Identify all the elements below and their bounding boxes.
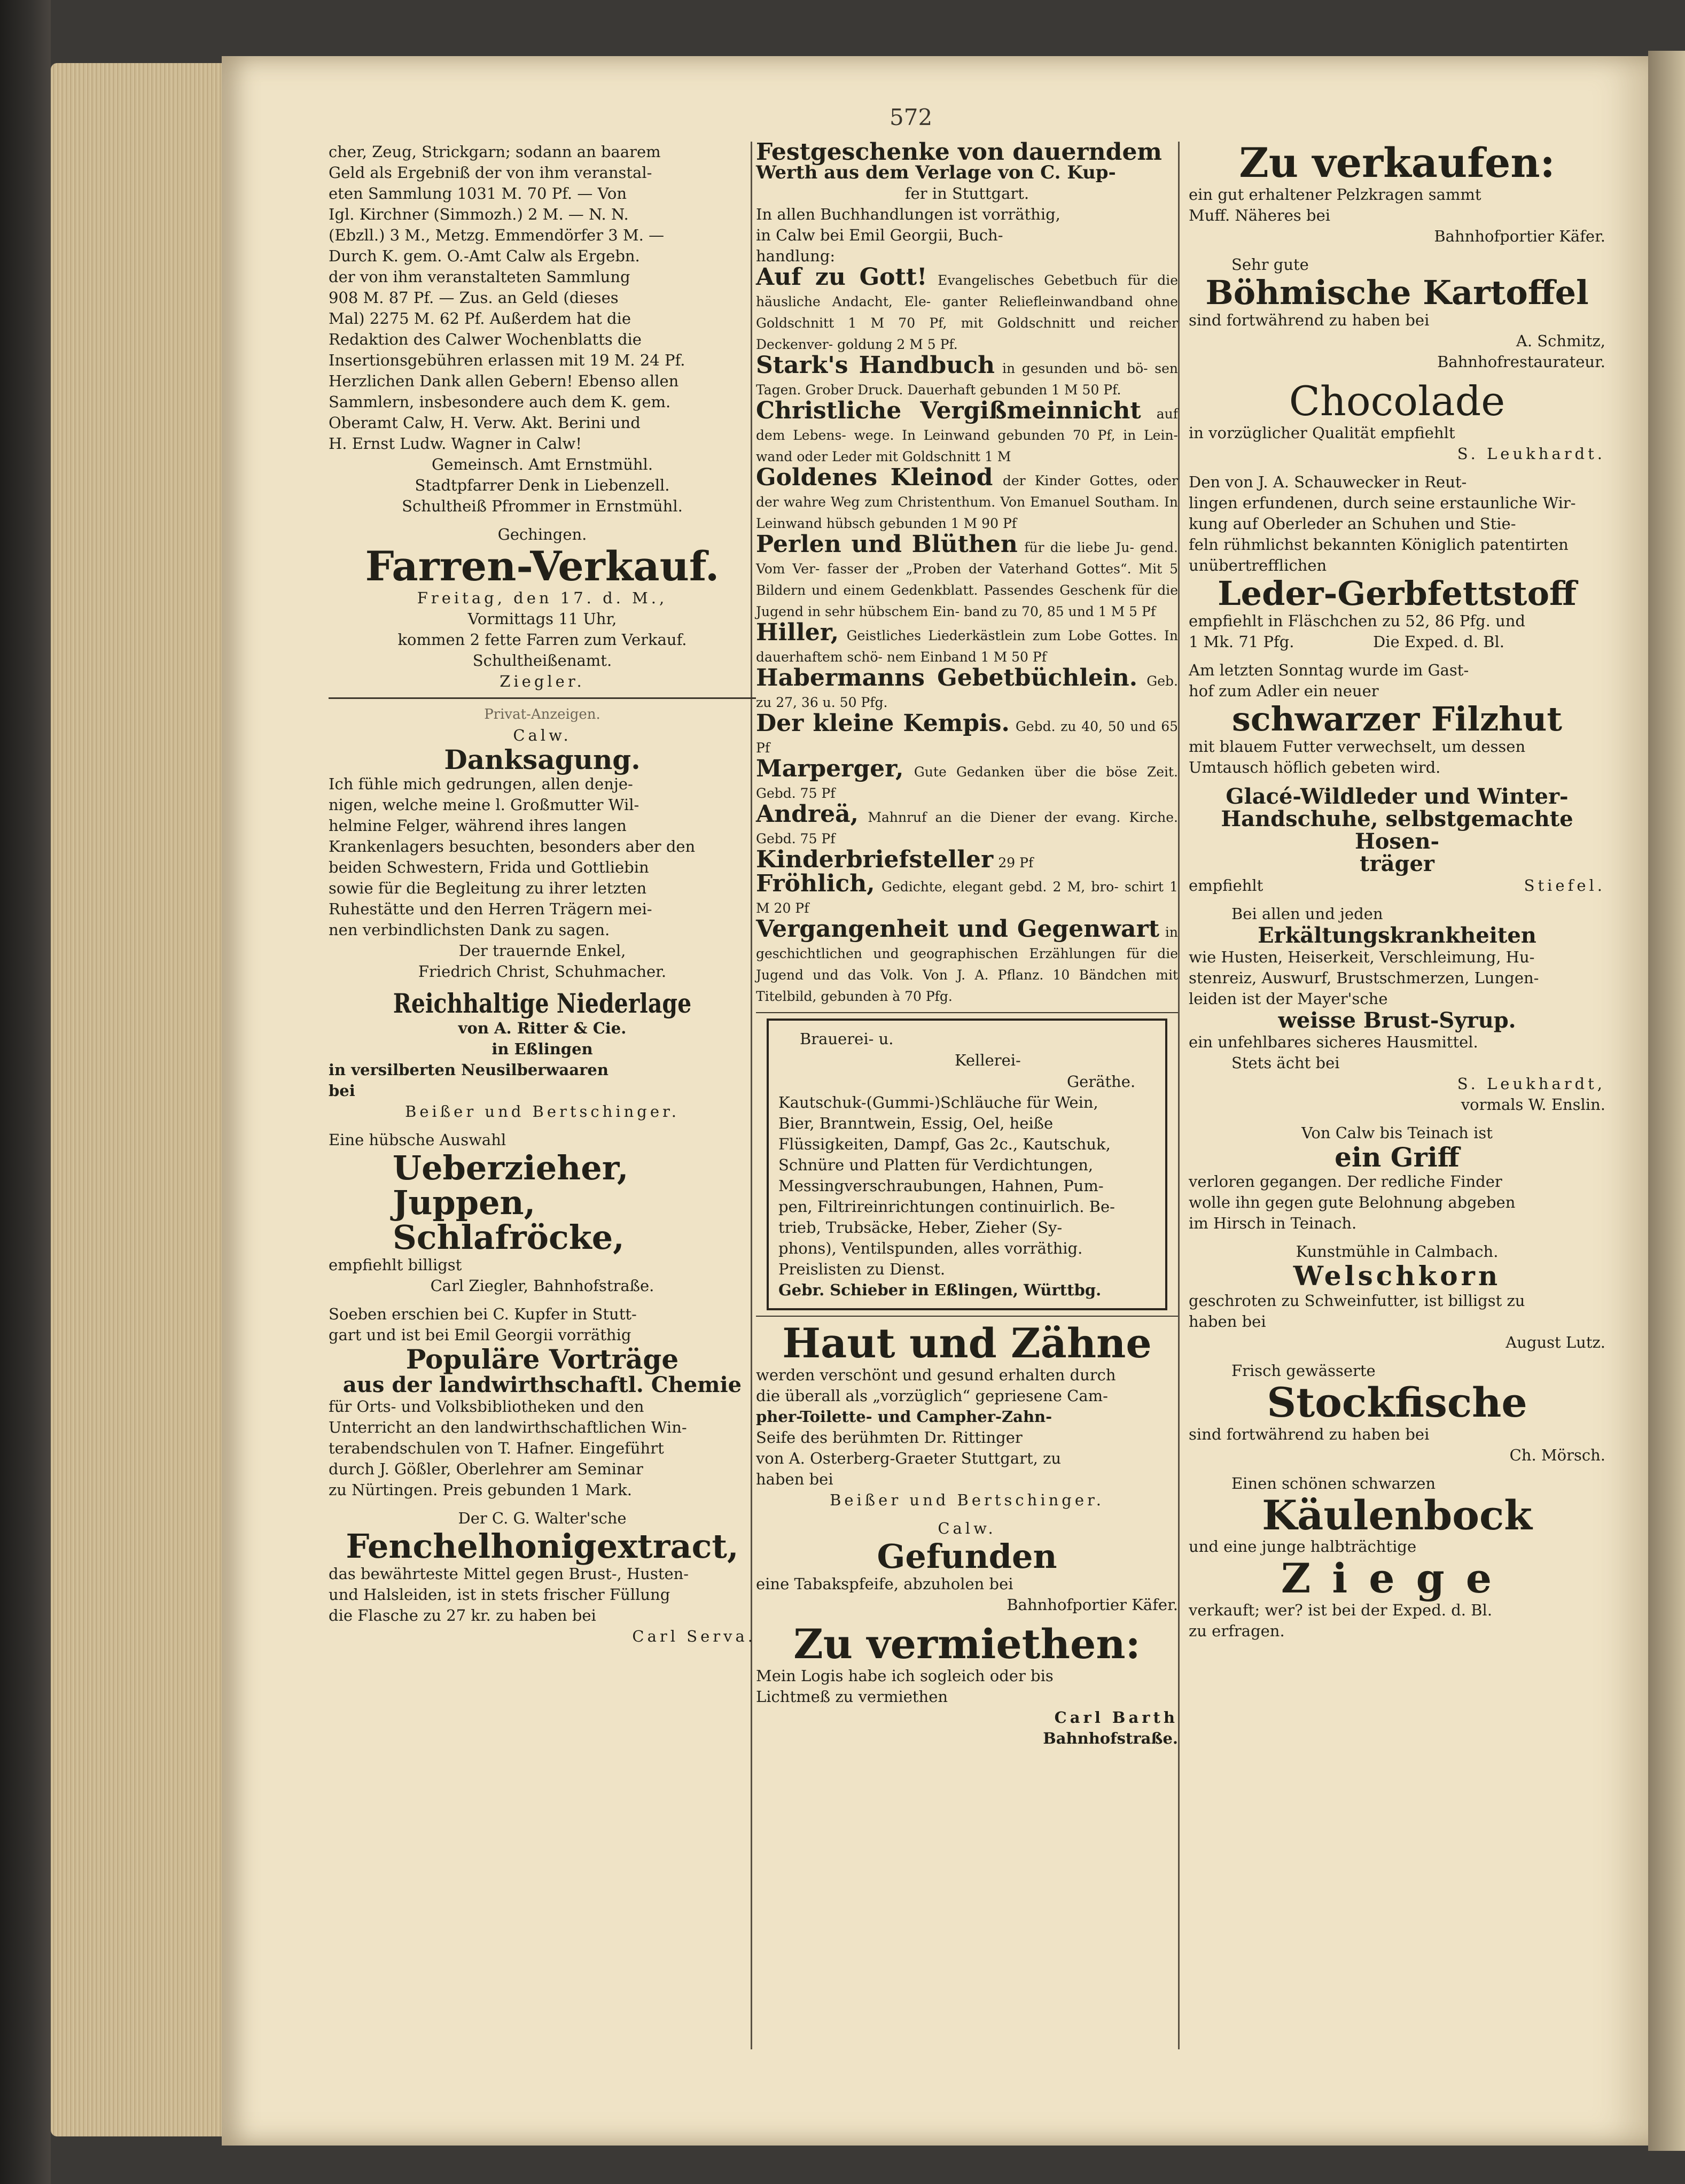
book-entry xyxy=(756,755,1179,804)
text-line: die Flasche zu 27 kr. zu haben bei xyxy=(329,1606,596,1625)
ad-title: träger xyxy=(1360,851,1434,876)
text-line xyxy=(1189,875,1605,896)
section-header: Privat-Anzeigen. xyxy=(484,706,600,722)
text-line: eine Tabakspfeife, abzuholen bei xyxy=(756,1574,1013,1593)
text-line: der von ihm veranstalteten Sammlung xyxy=(329,268,630,286)
ad-title: Gefunden xyxy=(877,1536,1057,1576)
book-title: Der kleine Kempis. xyxy=(756,710,1010,737)
text-line: Oberamt Calw, H. Verw. Akt. Berini und xyxy=(329,414,641,432)
text-line: Herzlichen Dank allen Gebern! Ebenso allen xyxy=(329,372,679,390)
text-line: hof zum Adler ein neuer xyxy=(1189,681,1379,700)
text-line: Messingverschraubungen, Hahnen, Pum- xyxy=(778,1177,1104,1195)
text-line: von A. Osterberg-Graeter Stuttgart, zu xyxy=(756,1449,1062,1467)
text-line: 1 Mk. 71 Pfg. Die Exped. d. Bl. xyxy=(1189,632,1504,651)
text-line: Eine hübsche Auswahl xyxy=(329,1130,506,1149)
next-page-edge xyxy=(1648,51,1685,2151)
signature: A. Schmitz, xyxy=(1516,331,1605,350)
book-title: Habermanns Gebetbüchlein. xyxy=(756,664,1138,691)
text-line: die überall als „vorzüglich“ gepriesene Cam- xyxy=(756,1386,1108,1405)
text-line: Sehr gute xyxy=(1231,255,1309,274)
ad-title: Zu vermiethen: xyxy=(793,1620,1141,1668)
text-line: verloren gegangen. Der redliche Finder xyxy=(1189,1172,1502,1191)
ad-title: Glacé-Wildleder und Winter- xyxy=(1226,783,1569,809)
text-line: Flüssigkeiten, Dampf, Gas 2c., Kautschuk, xyxy=(778,1135,1111,1153)
text-line: phons), Ventilspunden, alles vorräthig. xyxy=(778,1239,1083,1257)
text-line: in vorzüglicher Qualität empfiehlt xyxy=(1189,423,1455,442)
text-line: empfiehlt billigst xyxy=(329,1256,462,1274)
book-title: Marperger, xyxy=(756,755,904,782)
signature: August Lutz. xyxy=(1505,1333,1605,1351)
signature: S. Leukhardt, xyxy=(1457,1074,1605,1093)
book-text: 29 Pf xyxy=(998,855,1034,871)
book-text: Geistliches Liederkästlein zum Lobe Gottes. In dauerhaftem schö- nem Einband 1 M 50 Pf xyxy=(756,628,1178,665)
text-line: leiden ist der Mayer'sche xyxy=(1189,989,1388,1008)
signature: Beißer und Bertschinger. xyxy=(830,1490,1104,1509)
signature: Ziegler. xyxy=(500,672,585,690)
text-line: kommen 2 fette Farren zum Verkauf. xyxy=(397,630,687,649)
ad-title: Danksagung. xyxy=(444,743,641,775)
ad-title: Schlafröcke, xyxy=(393,1217,625,1257)
text-line: durch J. Gößler, Oberlehrer am Seminar xyxy=(329,1459,643,1478)
text-line: Mal) 2275 M. 62 Pf. Außerdem hat die xyxy=(329,309,631,328)
ad-title: Welschkorn xyxy=(1293,1260,1501,1292)
ad-title: Leder-Gerbfettstoff xyxy=(1218,573,1577,613)
text-line: Schnüre und Platten für Verdichtungen, xyxy=(778,1156,1094,1174)
ad-title-text: Reichhaltige Niederlage xyxy=(393,988,692,1020)
text-line: Bahnhofportier Käfer. xyxy=(1007,1595,1178,1614)
ad-title: aus der landwirthschaftl. Chemie xyxy=(342,1372,742,1397)
text-line: lingen erfundenen, durch seine erstaunliche Wir- xyxy=(1189,493,1576,512)
text-line: Soeben erschien bei C. Kupfer in Stutt- xyxy=(329,1305,637,1324)
text-line: Redaktion des Calwer Wochenblatts die xyxy=(329,330,642,348)
signature: Carl Barth xyxy=(1054,1708,1178,1727)
column-1 xyxy=(329,142,756,1647)
ad-title: Stockfische xyxy=(1267,1378,1527,1426)
text-line: in Calw bei Emil Georgii, Buch- xyxy=(756,226,1003,244)
text-line: Igl. Kirchner (Simmozh.) 2 M. — N. N. xyxy=(329,205,629,223)
text-line: unübertrefflichen xyxy=(1189,556,1327,574)
text-line: Geld als Ergebniß der von ihm veranstal- xyxy=(329,164,652,182)
text-line: 908 M. 87 Pf. — Zus. an Geld (dieses xyxy=(329,289,619,307)
signature: Stadtpfarrer Denk in Liebenzell. xyxy=(415,476,670,494)
book-entry xyxy=(756,710,1179,758)
text-span: empfiehlt xyxy=(1189,876,1263,895)
book-title: Andreä, xyxy=(756,800,859,828)
text-line: ein gut erhaltener Pelzkragen sammt xyxy=(1189,185,1481,204)
signature: vormals W. Enslin. xyxy=(1461,1095,1605,1114)
signature: Bahnhofstraße. xyxy=(1043,1729,1178,1747)
text-line: Am letzten Sonntag wurde im Gast- xyxy=(1189,660,1469,679)
text-line: haben bei xyxy=(756,1470,833,1488)
book-title: Stark's Handbuch xyxy=(756,352,995,379)
text-line: Freitag, den 17. d. M., xyxy=(417,588,668,607)
text-line: das bewährteste Mittel gegen Brust-, Husten- xyxy=(329,1564,689,1583)
book-text: Evangelisches Gebetbuch für die häusliche Andacht, Ele- ganter Reliefleinwandband ohne Goldschnitt 1 M 70 Pf, mit Goldschnitt und reicher Deckenver- goldung 2 M 5 Pf. xyxy=(756,273,1179,352)
text-line: Bei allen und jeden xyxy=(1231,904,1383,923)
text-line: Vormittags 11 Uhr, xyxy=(467,609,617,628)
text-line: von A. Ritter & Cie. xyxy=(458,1019,627,1037)
text-line: verkauft; wer? ist bei der Exped. d. Bl. xyxy=(1189,1601,1493,1620)
book-text: Geb. zu 27, 36 u. 50 Pfg. xyxy=(756,673,1178,710)
signature: Der trauernde Enkel, xyxy=(458,942,626,960)
text-line: Den von J. A. Schauwecker in Reut- xyxy=(1189,472,1467,491)
book-title: Fröhlich, xyxy=(756,870,875,897)
text-line: und eine junge halbträchtige xyxy=(1189,1537,1417,1556)
text-line: feln rühmlichst bekannten Königlich patentirten xyxy=(1189,535,1569,554)
book-text: der Kinder Gottes, oder der wahre Weg zum Christenthum. Von Emanuel Southam. In Leinwand hübsch gebunden 1 M 90 Pf xyxy=(756,473,1178,531)
text-line: helmine Felger, während ihres langen xyxy=(329,817,627,835)
text-line: Stets ächt bei xyxy=(1231,1053,1340,1072)
text-line: Insertionsgebühren erlassen mit 19 M. 24 Pf. xyxy=(329,351,685,369)
donation-notice xyxy=(329,142,756,517)
book-text: Gute Gedanken über die böse Zeit. Gebd. 75 Pf xyxy=(756,764,1179,801)
text-line: Frisch gewässerte xyxy=(1231,1361,1376,1380)
text-line: beiden Schwestern, Frida und Gottliebin xyxy=(329,858,649,877)
ad-title xyxy=(329,990,756,1018)
text-line: sowie für die Begleitung zu ihrer letzten xyxy=(329,879,647,898)
text-line: Durch K. gem. O.-Amt Calw als Ergebn. xyxy=(329,247,640,265)
text-line: sind fortwährend zu haben bei xyxy=(1189,310,1430,329)
ad-title: Festgeschenke von dauerndem xyxy=(756,138,1162,166)
text-line: zu erfragen. xyxy=(1189,1622,1285,1641)
text-line: Bier, Branntwein, Essig, Oel, heiße xyxy=(778,1114,1054,1132)
text-line: Lichtmeß zu vermiethen xyxy=(756,1687,948,1706)
text-line: kung auf Oberleder an Schuhen und Stie- xyxy=(1189,514,1516,533)
signature: Beißer und Bertschinger. xyxy=(405,1102,680,1121)
text-line: im Hirsch in Teinach. xyxy=(1189,1214,1357,1233)
box-heading: Brauerei- u. xyxy=(800,1030,894,1048)
book-entry xyxy=(756,915,1178,1007)
book-spine xyxy=(0,0,51,2184)
text-line: H. Ernst Ludw. Wagner in Calw! xyxy=(329,434,582,453)
text-line: wie Husten, Heiserkeit, Verschleimung, Hu- xyxy=(1189,947,1535,966)
ad-title: Juppen, xyxy=(393,1183,536,1222)
book-text: für die liebe Ju- gend. Vom Ver- fasser der „Proben der Vaterhand Gottes“. Mit 5 Bildern und einem Gedenkblatt. Passendes Geschenk für die Jugend in sehr hübschem Ein- band zu 70, 85 und 1 M 5 Pf xyxy=(756,540,1178,619)
text-line: haben bei xyxy=(1189,1312,1266,1331)
signature: Schultheißenamt. xyxy=(472,651,612,670)
signature: Carl Serva. xyxy=(632,1627,756,1645)
text-line: Unterricht an den landwirthschaftlichen Win- xyxy=(329,1418,687,1436)
book-title: Vergangenheit und Gegenwart xyxy=(756,915,1160,943)
newspaper-page xyxy=(222,56,1648,2146)
book-text: in gesunden und bö- sen Tagen. Grober Druck. Dauerhaft gebunden 1 M 50 Pf. xyxy=(756,361,1179,398)
text-line: nen verbindlichsten Dank zu sagen. xyxy=(329,921,610,939)
text-line: In allen Buchhandlungen ist vorräthig, xyxy=(756,205,1060,223)
text-line: Mein Logis habe ich sogleich oder bis xyxy=(756,1666,1054,1685)
ad-title: Ziege xyxy=(1281,1555,1514,1603)
book-title: Hiller, xyxy=(756,619,839,646)
text-line: cher, Zeug, Strickgarn; sodann an baarem xyxy=(329,143,661,161)
page-edges xyxy=(51,63,222,2136)
column-rule xyxy=(1178,142,1180,2049)
place-heading: Calw. xyxy=(938,1519,996,1537)
book-entry xyxy=(756,263,1179,355)
signature: Carl Ziegler, Bahnhofstraße. xyxy=(430,1277,654,1295)
book-entry xyxy=(756,800,1179,849)
ad-title: Populäre Vorträge xyxy=(405,1343,679,1375)
text-line: Der C. G. Walter'sche xyxy=(458,1509,627,1527)
text-line: fer in Stuttgart. xyxy=(904,184,1029,203)
text-line: (Ebzll.) 3 M., Metzg. Emmendörfer 3 M. — xyxy=(329,226,665,244)
divider xyxy=(756,1012,1178,1013)
text-line: sind fortwährend zu haben bei xyxy=(1189,1425,1430,1443)
text-line: empfiehlt in Fläschchen zu 52, 86 Pfg. und xyxy=(1189,611,1525,630)
ad-title: Haut und Zähne xyxy=(782,1319,1152,1367)
book-list xyxy=(756,263,1179,1007)
book-title: Perlen und Blüthen xyxy=(756,531,1018,558)
book-entry xyxy=(756,464,1178,534)
signature: Bahnhofportier Käfer. xyxy=(1434,227,1605,245)
text-line: Werth aus dem Verlage von C. Kup- xyxy=(756,162,1116,183)
text-line: Von Calw bis Teinach ist xyxy=(1301,1123,1493,1142)
divider xyxy=(756,1316,1178,1317)
text-line: Preislisten zu Dienst. xyxy=(778,1260,946,1278)
text-line: wolle ihn gegen gute Belohnung abgeben xyxy=(1189,1193,1516,1212)
text-line: pher-Toilette- und Campher-Zahn- xyxy=(756,1407,1052,1426)
book-text: Gedichte, elegant gebd. 2 M, bro- schirt 1 M 20 Pf xyxy=(756,879,1178,916)
place-heading: Gechingen. xyxy=(497,525,587,543)
text-line: Seife des berühmten Dr. Rittinger xyxy=(756,1428,1023,1447)
signature: Gemeinsch. Amt Ernstmühl. xyxy=(431,455,653,473)
signature: Bahnhofrestaurateur. xyxy=(1437,352,1605,371)
text-line: zu Nürtingen. Preis gebunden 1 Mark. xyxy=(329,1480,633,1499)
book-entry xyxy=(756,397,1179,467)
signature: Stiefel. xyxy=(1524,876,1605,895)
text-line: nigen, welche meine l. Großmutter Wil- xyxy=(329,796,639,814)
ad-title: Käulenbock xyxy=(1262,1491,1532,1539)
text-line: gart und ist bei Emil Georgii vorräthig xyxy=(329,1326,631,1344)
ad-title: Handschuhe, selbstgemachte Hosen- xyxy=(1221,806,1573,854)
ad-title: Fenchelhonigextract, xyxy=(346,1526,739,1566)
text-line: Ruhestätte und den Herren Trägern mei- xyxy=(329,900,652,919)
column-3 xyxy=(1189,139,1605,1642)
book-text: Mahnruf an die Diener der evang. Kirche. Gebd. 75 Pf xyxy=(756,810,1179,846)
text-line: in Eßlingen xyxy=(492,1039,593,1058)
text-line: Umtausch höflich gebeten wird. xyxy=(1189,758,1441,776)
text-line: Kautschuk-(Gummi-)Schläuche für Wein, xyxy=(778,1093,1098,1112)
text-line: Ich fühle mich gedrungen, allen denje- xyxy=(329,775,633,794)
book-title: Kinderbriefsteller xyxy=(756,846,994,873)
text-line: geschroten zu Schweinfutter, ist billigst zu xyxy=(1189,1291,1525,1310)
text-line: Sammlern, insbesondere auch dem K. gem. xyxy=(329,393,671,411)
ad-title: Böhmische Kartoffel xyxy=(1205,273,1589,312)
divider xyxy=(329,697,756,699)
text-line: für Orts- und Volksbibliotheken und den xyxy=(329,1397,644,1416)
book-title: Goldenes Kleinod xyxy=(756,464,993,491)
text-line: werden verschönt und gesund erhalten durch xyxy=(756,1365,1116,1384)
ad-title: schwarzer Filzhut xyxy=(1232,699,1562,739)
ad-title: ein Griff xyxy=(1335,1141,1460,1173)
text-line: ein unfehlbares sicheres Hausmittel. xyxy=(1189,1032,1478,1051)
book-entry xyxy=(756,619,1178,667)
ad-title: Ueberzieher, xyxy=(393,1148,629,1187)
text-line: Muff. Näheres bei xyxy=(1189,206,1331,224)
place-heading: Calw. xyxy=(513,726,572,744)
signature: S. Leukhardt. xyxy=(1457,444,1605,463)
text-line: eten Sammlung 1031 M. 70 Pf. — Von xyxy=(329,184,627,203)
book-text: in geschichtlichen und geographischen Erzählungen für die Jugend und das Volk. Von J. A. Pflanz. 10 Bändchen mit Titelbild, gebunden à 70 Pfg. xyxy=(756,924,1178,1004)
ad-title: Zu verkaufen: xyxy=(1239,139,1555,186)
ad-title: Chocolade xyxy=(1289,377,1505,425)
book-entry xyxy=(756,870,1178,919)
text-line: mit blauem Futter verwechselt, um dessen xyxy=(1189,737,1526,756)
ad-title: Farren-Verkauf. xyxy=(365,542,720,590)
page-number: 572 xyxy=(890,104,933,130)
signature: Friedrich Christ, Schuhmacher. xyxy=(418,962,667,981)
schieber-ad-box xyxy=(767,1019,1167,1310)
text-line: Kunstmühle in Calmbach. xyxy=(1296,1242,1499,1261)
text-line: stenreiz, Auswurf, Brustschmerzen, Lungen- xyxy=(1189,968,1539,987)
signature: Schultheiß Pfrommer in Ernstmühl. xyxy=(402,497,683,515)
box-heading: Geräthe. xyxy=(1067,1072,1136,1091)
signature: Ch. Mörsch. xyxy=(1509,1445,1605,1464)
book-entry xyxy=(756,352,1179,400)
book-text: auf dem Lebens- wege. In Leinwand gebunden 70 Pf, in Lein- wand oder Leder mit Goldschnitt 1 M xyxy=(756,406,1179,464)
text-line: bei xyxy=(329,1081,355,1100)
text-line: terabendschulen von T. Hafner. Eingeführt xyxy=(329,1439,664,1457)
text-line: trieb, Trubsäcke, Heber, Zieher (Sy- xyxy=(778,1218,1063,1237)
text-line: Krankenlagers besuchten, besonders aber den xyxy=(329,837,696,856)
book-title: Christliche Vergißmeinnicht xyxy=(756,397,1141,424)
text-line: und Halsleiden, ist in stets frischer Füllung xyxy=(329,1585,670,1604)
box-heading: Kellerei- xyxy=(955,1051,1021,1069)
book-entry xyxy=(756,531,1178,622)
book-entry xyxy=(756,664,1178,713)
ad-title: weisse Brust-Syrup. xyxy=(1278,1007,1516,1033)
column-2 xyxy=(756,138,1179,1749)
text-line: in versilberten Neusilberwaaren xyxy=(329,1060,609,1079)
text-line: pen, Filtrireinrichtungen continuirlich. Be- xyxy=(778,1198,1115,1216)
text-line: Einen schönen schwarzen xyxy=(1231,1474,1436,1493)
book-title: Auf zu Gott! xyxy=(756,263,927,291)
signature: Gebr. Schieber in Eßlingen, Württbg. xyxy=(778,1281,1102,1299)
text-line: handlung: xyxy=(756,247,836,265)
book-text: Gebd. zu 40, 50 und 65 Pf xyxy=(756,719,1179,756)
ad-title: Erkältungskrankheiten xyxy=(1258,922,1536,948)
